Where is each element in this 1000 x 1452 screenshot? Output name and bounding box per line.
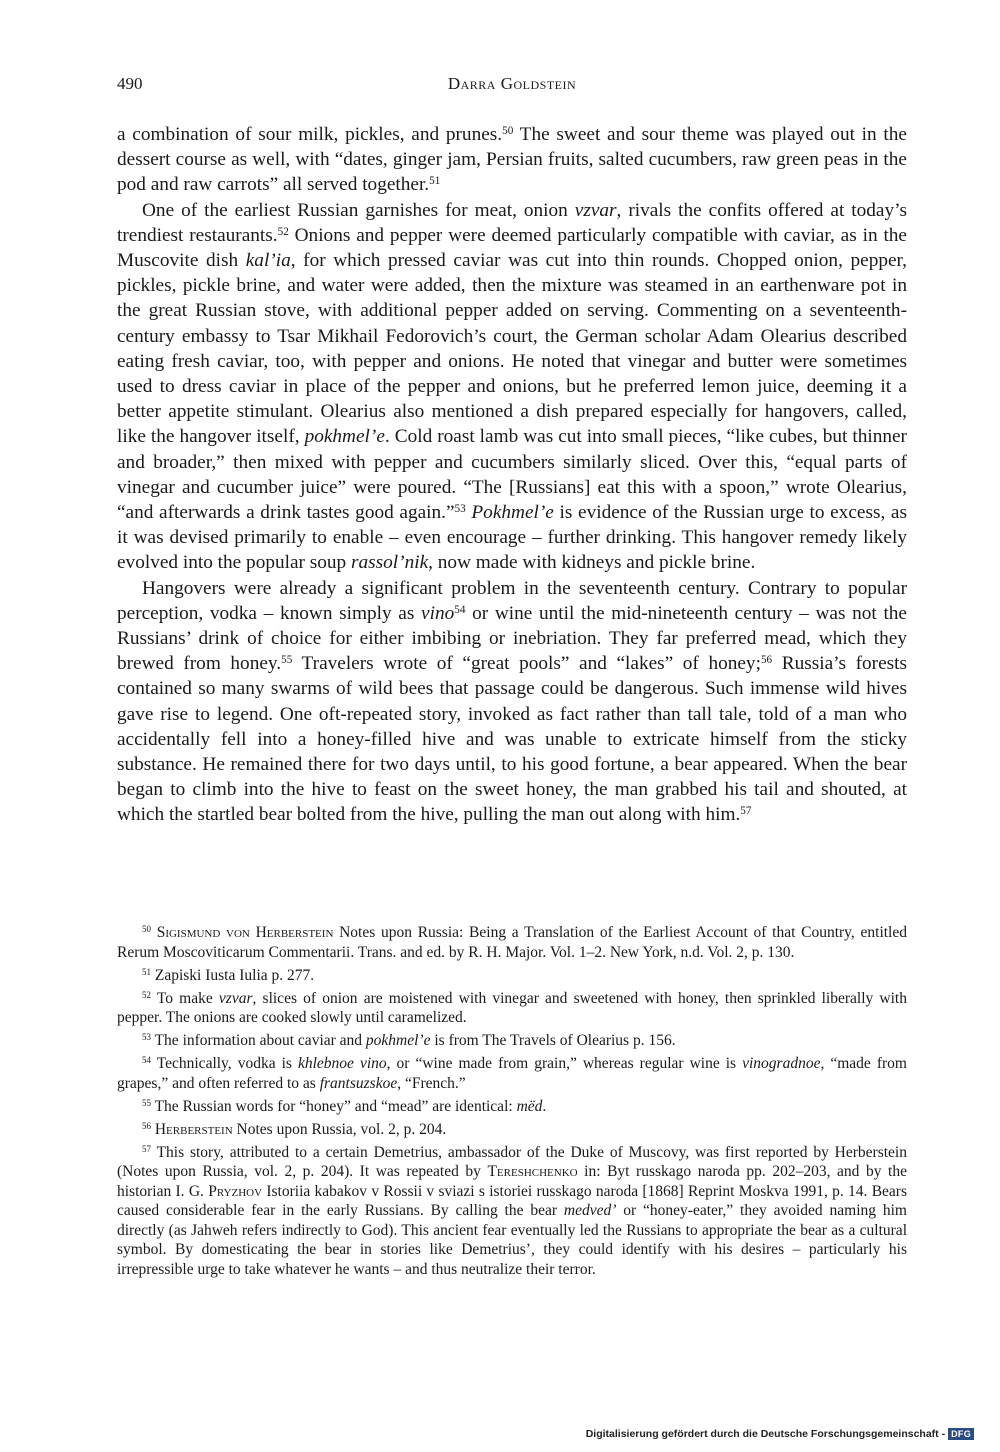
italic-term: vino — [421, 602, 455, 624]
text-run: Zapiski Iusta Iulia p. 277. — [154, 966, 315, 984]
text-run: , now made with kidneys and pickle brine. — [428, 552, 756, 574]
footnote-ref: 57 — [740, 805, 752, 818]
footnote-number: 51 — [142, 966, 151, 977]
text-run: To make — [156, 989, 219, 1007]
text-run: , for which pressed caviar was cut into thin rounds. Chopped onion, pepper, pickles, pickle brine, and water were added, then the mixture was steamed in an earthenware pot in the great Russian stove, with additional pepper added on serving. Commenting on a seventeenth-century embassy to Tsar Mikhail Fedorovich’s court, the German scholar Adam Olearius described eating fresh caviar, too, with pepper and onions. He noted that vinegar and butter were sometimes used to dress caviar in place of the pepper and onions, but he preferred lemon juice, deeming it a better appetite stimulant. Olearius also mentioned a dish prepared especially for hangovers, called, like the hangover itself, — [117, 250, 907, 448]
text-run: is evidence of the Russian urge to excess, as it was devised primarily to enable – even encourage – further drinking. This hangover remedy likely evolved into the popular soup — [117, 502, 907, 574]
text-run: Notes upon Russia: Being a Translation of the Earliest Account of that Country, entitled Rerum Moscoviticarum Commentarii. Trans. and ed. by R. H. Major. Vol. 1–2. New York, n.d. Vol. 2, p. 130. — [117, 924, 907, 961]
small-caps-name: Sigismund von Herberstein — [156, 924, 334, 941]
digitization-footer — [586, 1428, 974, 1440]
footnote-56 — [117, 1120, 907, 1140]
italic-term: mëd — [516, 1097, 543, 1115]
text-run: Istoriia kabakov v Rossii v sviazi s istoriei russkago naroda [1868] Reprint Moskva 1991, p. 14. Bears caused considerable fear in the early Russians. By calling the bear — [117, 1182, 907, 1219]
paragraph-1 — [117, 122, 907, 198]
italic-term: pokhmel’e — [365, 1032, 431, 1049]
text-run: or wine until the mid-nineteenth century – was not the Russians’ drink of choice for either imbibing or inebriation. They far preferred mead, which they brewed from honey. — [117, 602, 907, 675]
text-run: Technically, vodka is — [156, 1055, 298, 1072]
text-run: The Russian words for “honey” and “mead” are identical: — [154, 1097, 517, 1115]
footnote-54 — [117, 1054, 907, 1093]
footnote-ref: 56 — [760, 654, 773, 667]
text-run: Russia’s forests contained so many swarms of wild bees that passage could be dangerous. Such immense wild hives gave rise to legend. One oft-repeated story, invoked as fact rather than tall tale, told of a man who accidentally fell into a honey-filled hive and was unable to extricate himself from the sticky substance. He remained there for two days until, to his good fortune, a bear appeared. When the bear began to climb into the hive to feast on the sweet honey, the man grabbed his tail and shouted, at which the startled bear bolted from the hive, pulling the man out along with him. — [117, 653, 908, 826]
footnote-51 — [117, 966, 907, 986]
text-run: , “made from grapes,” and often referred to as — [117, 1055, 907, 1092]
text-run: Travelers wrote of “great pools” and “lakes” of honey; — [292, 653, 761, 675]
footnote-number: 54 — [142, 1055, 151, 1066]
text-run: Hangovers were already a significant problem in the seventeenth century. Contrary to popular perception, vodka – known simply as — [117, 577, 907, 624]
text-run: The information about caviar and — [154, 1032, 366, 1049]
running-head-author: Darra Goldstein — [447, 74, 577, 93]
text-run: , “French.” — [397, 1074, 466, 1092]
italic-term: rassol’nik — [351, 552, 429, 574]
text-run: Onions and pepper were deemed particularly compatible with caviar, as in the Muscovite dish — [117, 224, 907, 272]
footnote-55 — [117, 1097, 907, 1117]
footer-text: Digitalisierung gefördert durch die Deutsche Forschungsgemeinschaft - — [585, 1428, 946, 1440]
italic-term: pokhmel’e — [304, 426, 385, 448]
small-caps-name: Pryzhov — [208, 1182, 263, 1200]
footnote-ref: 53 — [454, 502, 466, 515]
text-run: This story, attributed to a certain Demetrius, ambassador of the Duke of Muscovy, was first reported by Herberstein (Notes upon Russia, vol. 2, p. 204). It was repeated by — [117, 1143, 907, 1180]
footnote-number: 55 — [142, 1097, 151, 1108]
text-run: . — [542, 1097, 547, 1115]
paragraph-3 — [117, 576, 907, 828]
footnote-ref: 50 — [502, 124, 514, 137]
footnote-number: 57 — [142, 1143, 151, 1154]
italic-term: khlebnoe vino — [297, 1055, 387, 1072]
page-number: 490 — [117, 74, 143, 93]
text-run: . Cold roast lamb was cut into small pieces, “like cubes, but thinner and broader,” then mixed with pepper and cucumbers similarly sliced. Over this, “equal parts of vinegar and cucumber juice” were poured. “The [Russians] eat this with a spoon,” wrote Olearius, “and afterwards a drink tastes good again.” — [117, 426, 907, 524]
paragraph-2 — [117, 198, 907, 576]
italic-term: vzvar — [218, 989, 253, 1007]
dfg-logo: DFG — [948, 1428, 974, 1440]
footnote-number: 56 — [142, 1120, 151, 1131]
italic-term: Pokhmel’e — [471, 502, 554, 524]
footnote-53 — [117, 1031, 907, 1051]
italic-term: vinogradnoe — [742, 1055, 821, 1072]
italic-term: medved’ — [563, 1202, 617, 1219]
text-run: a combination of sour milk, pickles, and prunes. — [117, 124, 503, 145]
body-text — [117, 122, 907, 828]
footnote-ref: 55 — [281, 654, 293, 667]
text-run: in: Byt russkago naroda pp. 202–203, and by the historian I. G. — [117, 1163, 907, 1200]
footnote-ref: 51 — [429, 175, 441, 188]
italic-term: vzvar — [574, 199, 617, 221]
text-run: One of the earliest Russian garnishes for meat, onion — [142, 199, 575, 221]
footnotes — [117, 923, 907, 1283]
footnote-ref: 54 — [454, 603, 466, 616]
text-run: , or “wine made from grain,” whereas regular wine is — [386, 1055, 743, 1072]
text-run: , slices of onion are moistened with vinegar and sweetened with honey, then sprinkled liberally with pepper. The onions are cooked slowly until caramelized. — [117, 989, 907, 1026]
footnote-number: 52 — [142, 989, 151, 1000]
text-run: is from The Travels of Olearius p. 156. — [430, 1032, 676, 1049]
text-run: or “honey-eater,” they avoided naming him directly (as Jahweh refers indirectly to God). This ancient fear eventually led the Russians to appropriate the bear as a cultural symbol. By domesticating the bear in stories like Demetrius’, they could identify with his desires – particularly his irrepressible urge to take whatever he wants – and thus neutralize their terror. — [117, 1202, 907, 1278]
footnote-ref: 52 — [277, 225, 289, 238]
footnote-number: 53 — [142, 1032, 151, 1043]
text-run: , rivals the confits offered at today’s trendiest restaurants. — [117, 199, 907, 246]
text-run: The sweet and sour theme was played out in the dessert course as well, with “dates, ginger jam, Persian fruits, salted cucumbers, raw green peas in the pod and raw carrots” all served together. — [117, 124, 907, 196]
text-run: Notes upon Russia, vol. 2, p. 204. — [232, 1120, 447, 1138]
italic-term: kal’ia — [245, 250, 291, 272]
footnote-50 — [117, 923, 907, 962]
running-header — [117, 74, 907, 98]
footnote-number: 50 — [142, 924, 151, 935]
footnote-57 — [117, 1143, 907, 1280]
footnote-52 — [117, 989, 907, 1028]
small-caps-name: Tereshchenko — [487, 1163, 578, 1180]
italic-term: frantsuzskoe — [319, 1074, 398, 1092]
small-caps-name: Herberstein — [154, 1120, 233, 1138]
